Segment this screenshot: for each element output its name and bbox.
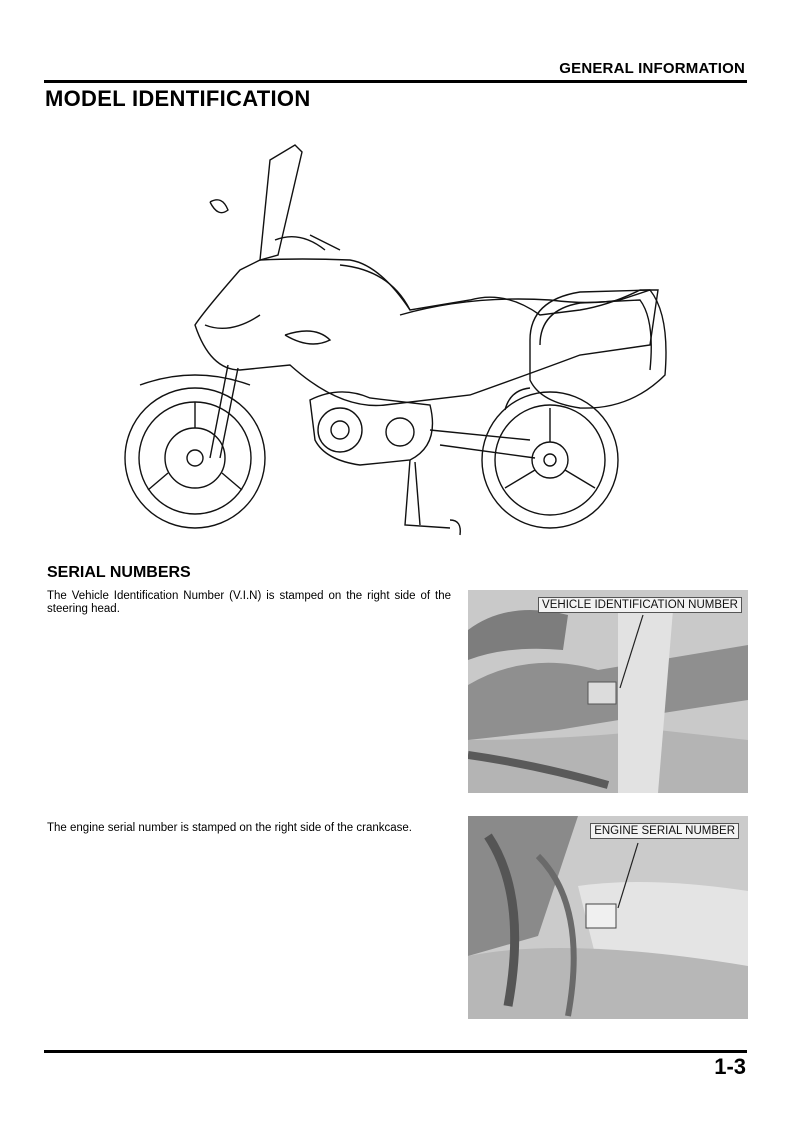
front-wheel: [125, 388, 265, 528]
rear-wheel: [482, 392, 618, 528]
engine-serial-photo-image: [468, 816, 748, 1019]
header-rule: [44, 80, 747, 83]
footer-rule: [44, 1050, 747, 1053]
engine-serial-photo: [468, 816, 748, 1019]
page-number: 1-3: [714, 1054, 746, 1079]
vin-description: The Vehicle Identification Number (V.I.N) is stamped on the right side of the steering head.: [47, 590, 451, 615]
engine-serial-description: The engine serial number is stamped on the right side of the crankcase.: [47, 822, 413, 834]
motorcycle-illustration: [110, 140, 680, 555]
page-title: MODEL IDENTIFICATION: [45, 86, 311, 111]
engine-serial-callout-label: ENGINE SERIAL NUMBER: [590, 823, 739, 839]
vin-photo: [468, 590, 748, 793]
vin-photo-image: [468, 590, 748, 793]
vin-callout-label: VEHICLE IDENTIFICATION NUMBER: [538, 597, 742, 613]
section-title: GENERAL INFORMATION: [559, 60, 745, 77]
serial-numbers-heading: SERIAL NUMBERS: [47, 564, 191, 581]
